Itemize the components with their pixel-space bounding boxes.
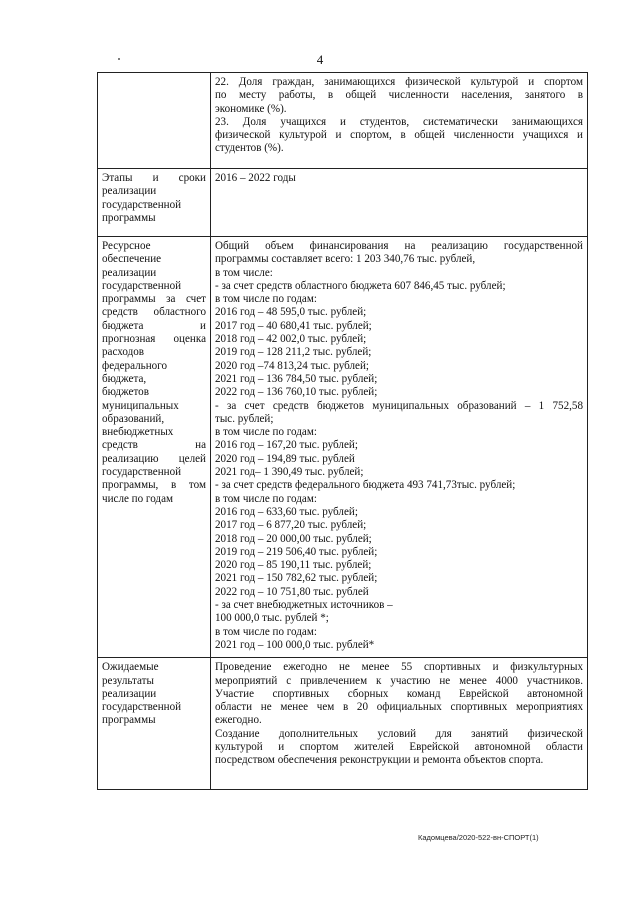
- row-label-cell: [98, 658, 211, 790]
- content-line: 2020 год – 85 190,11 тыс. рублей;: [215, 559, 372, 572]
- content-line: 2019 год – 128 211,2 тыс. рублей;: [215, 346, 372, 359]
- content-line: в том числе по годам:: [215, 426, 317, 439]
- content-line: в том числе по годам:: [215, 625, 317, 638]
- label-line: Этапы и сроки: [102, 172, 206, 184]
- content-line: культурой и спортом жителей Еврейской автономной области: [215, 740, 583, 753]
- content-line: - за счет средств областного бюджета 607 846,45 тыс. рублей;: [215, 279, 506, 292]
- content-line: экономике (%).: [215, 102, 287, 115]
- row-label-cell: [98, 169, 211, 237]
- label-line: государственной: [102, 279, 182, 292]
- label-line: числе по годам: [102, 492, 174, 505]
- content-line: 2022 год – 136 760,10 тыс. рублей;: [215, 386, 378, 399]
- row-content-cell: [211, 73, 588, 169]
- content-line: 22. Доля граждан, занимающихся физической культурой и спортом: [215, 76, 583, 88]
- row-content-cell: [211, 658, 588, 790]
- label-line: реализации: [102, 185, 157, 198]
- content-line: 2019 год – 219 506,40 тыс. рублей;: [215, 545, 378, 558]
- row-label-cell: [98, 73, 211, 169]
- content-line: 2021 год– 1 390,49 тыс. рублей;: [215, 466, 364, 479]
- label-line: Ожидаемые: [102, 661, 159, 674]
- table-row: [98, 169, 588, 237]
- content-line: Общий объем финансирования на реализацию государственной: [215, 240, 583, 252]
- label-line: муниципальных: [102, 399, 179, 412]
- content-line: - за счет внебюджетных источников –: [215, 599, 393, 612]
- label-line: федерального: [102, 359, 168, 372]
- label-line: реализации: [102, 266, 157, 279]
- row-label-cell: [98, 237, 211, 658]
- label-line: реализацию целей: [102, 452, 206, 465]
- content-line: ежегодно.: [215, 714, 262, 727]
- content-line: посредством обеспечения реконструкции и ремонта объектов спорта.: [215, 754, 544, 767]
- content-line: физической культурой и спортом, в общей численности учащихся и: [215, 129, 583, 142]
- content-line: 2021 год – 100 000,0 тыс. рублей*: [215, 638, 375, 651]
- label-line: средств на: [102, 439, 206, 452]
- label-line: программы: [102, 714, 156, 727]
- table-row: [98, 658, 588, 790]
- content-line: 2016 – 2022 годы: [215, 172, 296, 184]
- label-line: Ресурсное: [102, 240, 151, 252]
- content-line: в том числе:: [215, 266, 273, 279]
- row-content-cell: [211, 169, 588, 237]
- content-line: 2016 год – 633,60 тыс. рублей;: [215, 505, 358, 518]
- document-footer-code: Кадомцева/2020-522-вн-СПОРТ(1): [418, 833, 539, 842]
- label-line: внебюджетных: [102, 426, 174, 439]
- content-line: студентов (%).: [215, 142, 284, 155]
- label-line: расходов: [102, 346, 145, 359]
- content-line: 100 000,0 тыс. рублей *;: [215, 612, 329, 625]
- label-line: государственной: [102, 466, 182, 479]
- program-passport-table: [97, 72, 588, 790]
- label-line: образований,: [102, 412, 165, 425]
- table-row: [98, 73, 588, 169]
- content-line: 2018 год – 42 002,0 тыс. рублей;: [215, 333, 367, 346]
- content-line: 2017 год – 40 680,41 тыс. рублей;: [215, 319, 372, 332]
- content-line: 2021 год – 136 784,50 тыс. рублей;: [215, 372, 378, 385]
- content-line: мероприятий с привлечением к участию не менее 4000 участников.: [215, 674, 583, 687]
- content-line: 2020 год – 194,89 тыс. рублей: [215, 452, 355, 465]
- label-line: средств областного: [102, 306, 206, 319]
- content-line: программы составляет всего: 1 203 340,76 тыс. рублей,: [215, 253, 476, 266]
- content-line: 23. Доля учащихся и студентов, систематически занимающихся: [215, 115, 583, 128]
- table-row: [98, 237, 588, 658]
- scan-dot: [118, 58, 120, 60]
- label-line: реализации: [102, 687, 157, 700]
- label-line: бюджета,: [102, 372, 147, 385]
- content-line: по месту работы, в общей численности населения, занятого в: [215, 89, 583, 102]
- content-line: области не менее чем в 20 официальных спортивных мероприятиях: [215, 701, 583, 714]
- content-line: Создание дополнительных условий для занятий физической: [215, 727, 583, 740]
- label-line: программы, в том: [102, 479, 206, 492]
- content-line: 2017 год – 6 877,20 тыс. рублей;: [215, 519, 367, 532]
- content-line: Проведение ежегодно не менее 55 спортивных и физкультурных: [215, 661, 583, 674]
- content-line: в том числе по годам:: [215, 492, 317, 505]
- page-number: 4: [316, 52, 324, 67]
- content-line: 2016 год – 167,20 тыс. рублей;: [215, 439, 358, 452]
- content-line: - за счет средств федерального бюджета 493 741,73тыс. рублей;: [215, 479, 516, 492]
- label-line: государственной: [102, 198, 182, 211]
- label-line: бюджета и: [102, 319, 206, 332]
- label-line: бюджетов: [102, 386, 149, 399]
- content-line: - за счет средств бюджетов муниципальных образований – 1 752,58: [215, 399, 583, 412]
- content-line: тыс. рублей;: [215, 412, 274, 425]
- content-line: Участие спортивных сборных команд Еврейской автономной: [215, 687, 583, 700]
- label-line: государственной: [102, 701, 182, 714]
- content-line: 2018 год – 20 000,00 тыс. рублей;: [215, 532, 372, 545]
- label-line: программы за счет: [102, 293, 206, 306]
- content-line: в том числе по годам:: [215, 293, 317, 306]
- content-line: 2020 год –74 813,24 тыс. рублей;: [215, 359, 369, 372]
- label-line: результаты: [102, 674, 154, 687]
- content-line: 2021 год – 150 782,62 тыс. рублей;: [215, 572, 378, 585]
- label-line: обеспечение: [102, 253, 162, 266]
- label-line: прогнозная оценка: [102, 333, 206, 346]
- content-line: 2022 год – 10 751,80 тыс. рублей: [215, 585, 369, 598]
- content-line: 2016 год – 48 595,0 тыс. рублей;: [215, 306, 367, 319]
- row-content-cell: [211, 237, 588, 658]
- label-line: программы: [102, 211, 156, 224]
